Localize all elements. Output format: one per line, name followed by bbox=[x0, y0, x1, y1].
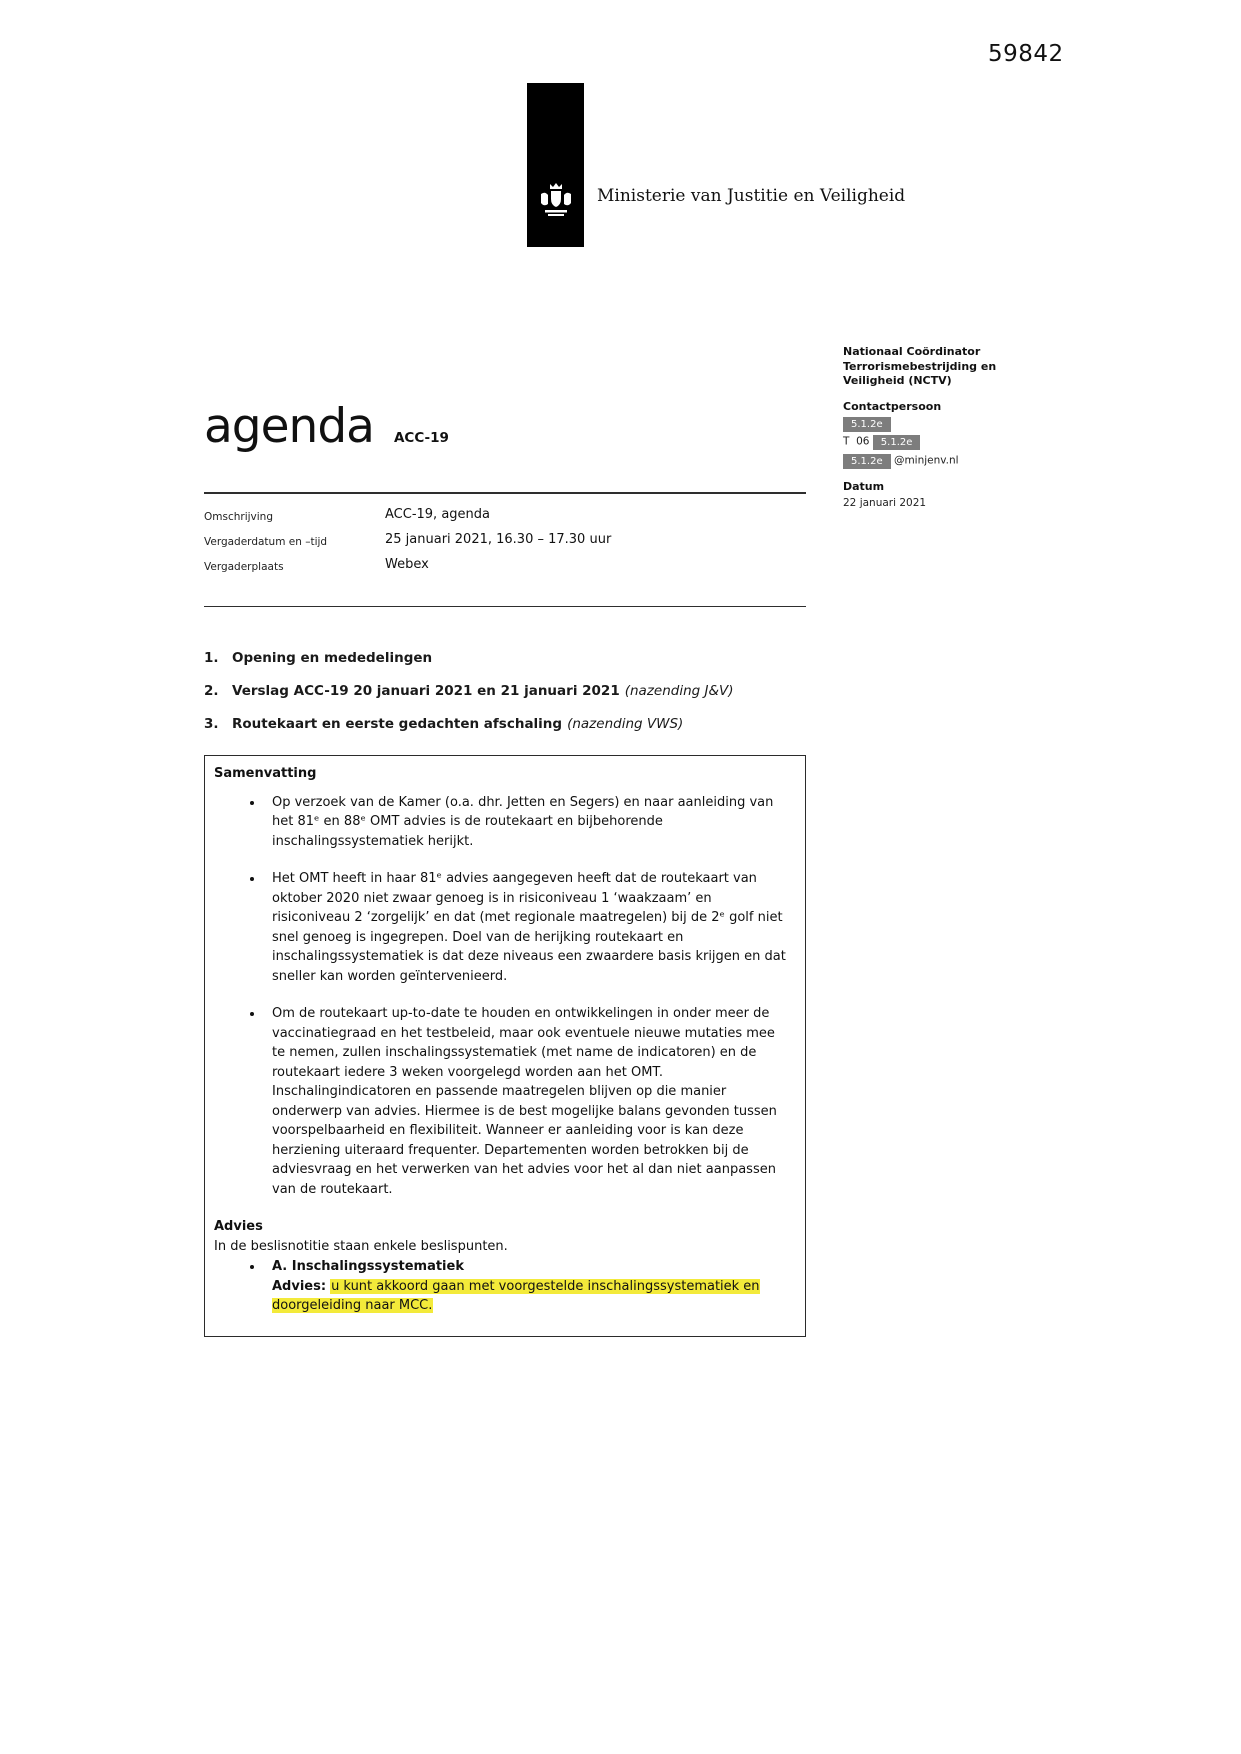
summary-bullet: • Om de routekaart up-to-date te houden en ontwikkelingen in onder meer de vaccinatiegraad en het testbeleid, maar ook eventuele nieuwe mutaties mee te nemen, zullen inschalingssystematiek (met name de indicatoren) en de routekaart iedere 3 weken voorgelegd worden aan het OMT. Inschalingindicatoren en passende maatregelen blijven op die manier onderwerp van advies. Hiermee is de best mogelijke balans gevonden tussen voorspelbaarheid en flexibiliteit. Wanneer er aanleiding voor is kan deze herziening uiteraard frequenter. Departementen worden betrokken bij de adviesvraag en het verwerken van het advies voor het al dan niet aanpassen van de routekaart. bbox=[264, 1004, 787, 1199]
divider bbox=[204, 606, 806, 607]
advies-highlight: u kunt akkoord gaan met voorgestelde inschalingssystematiek en doorgeleiding naar MCC. bbox=[272, 1278, 760, 1313]
agenda-item-number: 3. bbox=[204, 716, 219, 732]
redaction-block: 5.1.2e bbox=[873, 435, 921, 450]
page-title-code: ACC-19 bbox=[393, 430, 449, 446]
redaction-block: 5.1.2e bbox=[843, 417, 891, 432]
email-suffix: @minjenv.nl bbox=[893, 454, 959, 467]
meta-label: Omschrijving bbox=[204, 511, 273, 523]
summary-bullet: • Het OMT heeft in haar 81ᵉ advies aangegeven heeft dat de routekaart van oktober 2020 niet zwaar genoeg is in risiconiveau 1 ‘waakzaam’ en risiconiveau 2 ‘zorgelijk’ en dat (met regionale maatregelen) bij de 2ᵉ golf niet snel genoeg is ingegrepen. Doel van de herijking routekaart en inschalingssystematiek is dat deze niveaus een zwaardere basis krijgen en dat sneller kan worden geïntervenieerd. bbox=[264, 869, 787, 986]
date-value: 22 januari 2021 bbox=[843, 496, 927, 509]
org-name-line: Terrorismebestrijding en bbox=[843, 359, 997, 373]
summary-box bbox=[204, 755, 806, 1337]
org-name bbox=[843, 345, 1013, 389]
org-name-line: Nationaal Coördinator bbox=[843, 345, 981, 358]
date-label: Datum bbox=[843, 480, 885, 494]
agenda-item bbox=[204, 716, 844, 732]
phone-prefix: T 06 bbox=[843, 435, 870, 448]
summary-heading: Samenvatting bbox=[214, 766, 317, 781]
rijksoverheid-logo bbox=[527, 83, 584, 247]
meta-value: ACC-19, agenda bbox=[385, 507, 490, 522]
advies-intro: In de beslisnotitie staan enkele beslispunten. bbox=[214, 1238, 508, 1254]
contact-label: Contactpersoon bbox=[843, 399, 942, 413]
advies-label: Advies: bbox=[272, 1278, 327, 1294]
page-title: agenda bbox=[204, 399, 374, 454]
summary-bullet: • Op verzoek van de Kamer (o.a. dhr. Jetten en Segers) en naar aanleiding van het 81ᵉ en 88ᵉ OMT advies is de routekaart en bijbehorende inschalingssystematiek herijkt. bbox=[264, 793, 787, 852]
agenda-item-note: (nazending J&V) bbox=[624, 683, 734, 699]
ministry-name: Ministerie van Justitie en Veiligheid bbox=[597, 186, 906, 206]
agenda-item bbox=[204, 683, 844, 699]
org-name-line: Veiligheid (NCTV) bbox=[843, 374, 952, 388]
advies-item-title: A. Inschalingssystematiek bbox=[272, 1259, 464, 1274]
agenda-item-text: Verslag ACC-19 20 januari 2021 en 21 januari 2021 bbox=[232, 683, 620, 699]
agenda-item-text: Routekaart en eerste gedachten afschaling bbox=[232, 716, 563, 732]
meta-value: Webex bbox=[385, 557, 429, 572]
meta-value: 25 januari 2021, 16.30 – 17.30 uur bbox=[385, 532, 612, 547]
meta-label: Vergaderdatum en –tijd bbox=[204, 536, 328, 548]
agenda-item bbox=[204, 650, 844, 666]
meta-row bbox=[204, 557, 806, 573]
contact-name-row bbox=[843, 417, 1013, 432]
agenda-item-number: 2. bbox=[204, 683, 219, 699]
advies-line bbox=[272, 1277, 789, 1316]
coat-of-arms-icon bbox=[536, 181, 576, 221]
page-title-row bbox=[204, 399, 449, 454]
agenda-item-list bbox=[204, 650, 844, 749]
agenda-item-number: 1. bbox=[204, 650, 219, 666]
meta-row bbox=[204, 507, 806, 523]
meta-table bbox=[204, 507, 806, 582]
advies-list bbox=[264, 1257, 789, 1316]
agenda-item-text: Opening en mededelingen bbox=[232, 650, 433, 666]
divider bbox=[204, 492, 806, 494]
contact-phone-row bbox=[843, 435, 1013, 450]
meta-row bbox=[204, 532, 806, 548]
contact-email-row bbox=[843, 454, 1013, 469]
document-number: 59842 bbox=[988, 41, 1064, 67]
redaction-block: 5.1.2e bbox=[843, 454, 891, 469]
agenda-item-note: (nazending VWS) bbox=[567, 716, 684, 732]
advies-heading: Advies bbox=[214, 1219, 263, 1234]
meta-label: Vergaderplaats bbox=[204, 561, 284, 573]
summary-bullet-list bbox=[264, 793, 787, 1200]
sidebar bbox=[843, 345, 1013, 511]
advies-item bbox=[264, 1257, 789, 1316]
